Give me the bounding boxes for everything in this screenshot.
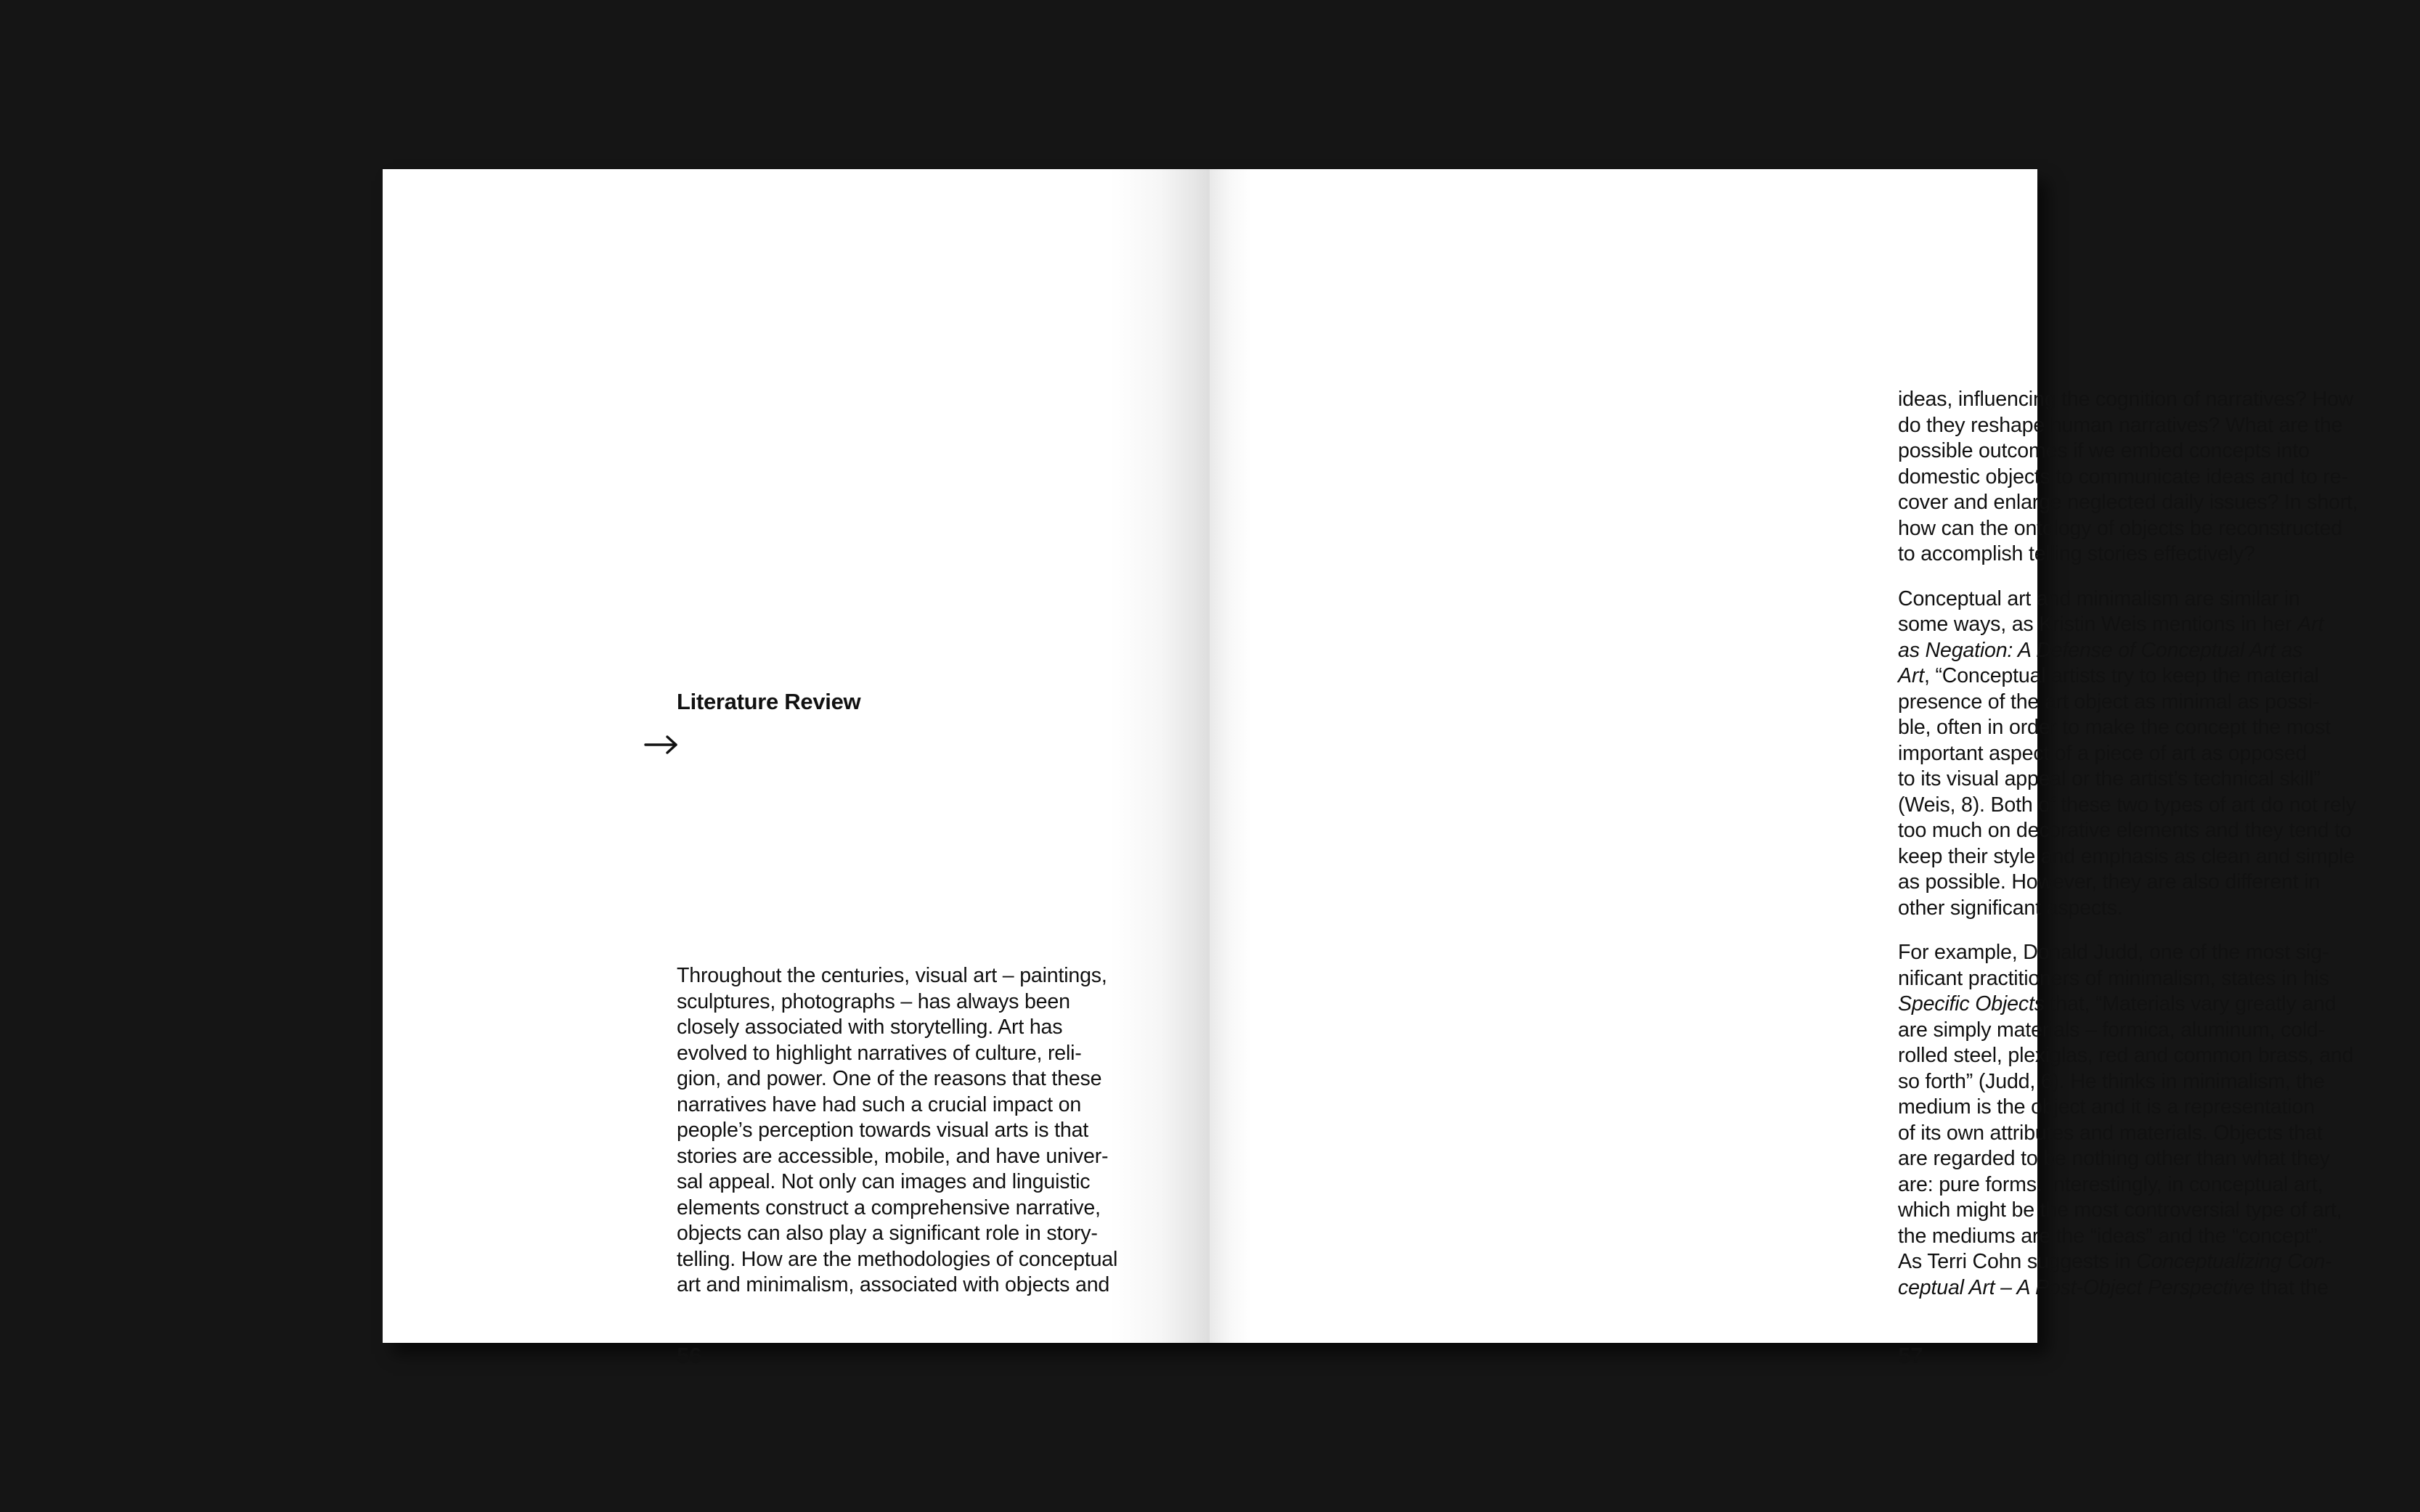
section-heading: Literature Review [677, 689, 861, 714]
text-line: closely associated with storytelling. Art has [677, 1016, 1063, 1039]
text-line: cover and enlarge neglected daily issues? In short, [1898, 491, 2358, 514]
text-line: evolved to highlight narratives of culture, reli- [677, 1041, 1082, 1065]
text-line: presence of the art object as minimal as possi- [1898, 690, 2320, 714]
text-fragment: that, “Materials vary greatly and [2044, 992, 2337, 1016]
book-spread [383, 169, 2358, 1368]
intro-paragraph [677, 963, 1170, 1299]
paragraph-2 [1898, 587, 2392, 922]
text-line: ble, often in order to make the concept the most [1898, 716, 2331, 739]
text-line: are regarded to be nothing other than what they [1898, 1147, 2330, 1170]
text-line: of its own attributes and materials. Objects that [1898, 1121, 2323, 1145]
book-title-fragment: Conceptualizing Con- [2136, 1250, 2332, 1273]
text-line: Throughout the centuries, visual art – paintings, [677, 964, 1107, 987]
text-line: gion, and power. One of the reasons that these [677, 1067, 1102, 1090]
text-line: possible outcomes if we embed concepts into [1898, 439, 2310, 462]
right-arrow-icon [644, 734, 679, 756]
text-line: narratives have had such a crucial impact on [677, 1092, 1082, 1116]
text-line: are simply materials – formica, aluminum, cold- [1898, 1018, 2326, 1042]
text-line: important aspect of a piece of art as opposed [1898, 741, 2307, 765]
text-line: art and minimalism, associated with objects and [677, 1273, 1110, 1296]
book-title-fragment: as Negation: A Defense of Conceptual Art as [1898, 638, 2303, 662]
page-number-left: 56 [677, 1343, 702, 1368]
text-fragment: As Terri Cohn suggests in [1898, 1250, 2137, 1273]
paragraph-1 [1898, 387, 2392, 568]
text-line [1898, 992, 2392, 1018]
right-page [1210, 169, 2358, 1368]
text-line [1898, 663, 2392, 690]
text-line: (Weis, 8). Both of these two types of art do not rely [1898, 793, 2356, 817]
book-title-fragment: Art [2297, 613, 2324, 636]
text-line: medium is the object and it is a representation [1898, 1095, 2315, 1119]
text-line: as possible. However, they are also different in [1898, 870, 2321, 894]
text-fragment: that the [2254, 1275, 2329, 1299]
text-line: ideas, influencing the cognition of narratives? How [1898, 388, 2354, 411]
right-body-text [1898, 387, 2392, 1301]
text-line: nificant practitioners of minimalism, states in his [1898, 966, 2329, 990]
text-line: to accomplish telling stories effectively? [1898, 542, 2255, 565]
book-title-fragment: Specific Objects [1898, 992, 2045, 1016]
text-line: elements construct a comprehensive narrative, [677, 1196, 1101, 1219]
paragraph-3 [1898, 940, 2392, 1301]
text-line: keep their style and emphasis as clean and simple [1898, 844, 2355, 868]
text-line: telling. How are the methodologies of conceptual [677, 1247, 1118, 1271]
text-line: For example, Donald Judd, one of the most sig- [1898, 941, 2329, 964]
text-line: objects can also play a significant role in story- [677, 1222, 1098, 1245]
book-title-fragment: Art [1898, 664, 1924, 687]
text-line [1898, 612, 2392, 638]
page-number-right: 57 [1898, 1343, 1923, 1368]
text-line: so forth” (Judd, 6). He thinks in minimalism, the [1898, 1069, 2325, 1093]
text-line: too much on decorative elements and they tend to [1898, 819, 2352, 842]
text-fragment: , “Conceptual artists try to keep the material [1923, 664, 2319, 687]
text-line [1898, 1275, 2392, 1301]
left-page [383, 169, 1210, 1368]
book-title-fragment: ceptual Art – A Post-Object Perspective [1898, 1275, 2255, 1299]
text-line: to its visual appeal or the artist’s technical skill” [1898, 767, 2321, 790]
text-fragment: some ways, as Kristin Weis mentions in her [1898, 613, 2298, 636]
text-line: how can the ontology of objects be reconstructed [1898, 516, 2342, 540]
left-body-text [677, 963, 1170, 1299]
text-line: people’s perception towards visual arts is that [677, 1119, 1089, 1142]
text-line: Conceptual art and minimalism are similar in [1898, 587, 2300, 610]
text-line: do they reshape human narratives? What are the [1898, 413, 2343, 437]
text-line [1898, 1249, 2392, 1275]
text-line: are: pure forms. Interestingly, in conceptual art, [1898, 1172, 2323, 1196]
text-line: which might be the most controversial type of art, [1898, 1198, 2342, 1222]
text-line: rolled steel, plexiglas, red and common brass, and [1898, 1044, 2354, 1067]
text-line: the mediums are the “ideas” and the “concept”. [1898, 1224, 2323, 1248]
text-line: sal appeal. Not only can images and linguistic [677, 1170, 1091, 1193]
text-line: stories are accessible, mobile, and have univer- [677, 1144, 1109, 1168]
text-line: other significant aspects. [1898, 896, 2123, 920]
text-line: sculptures, photographs – has always been [677, 989, 1070, 1013]
text-line: domestic objects to communicate ideas and to re- [1898, 465, 2348, 489]
